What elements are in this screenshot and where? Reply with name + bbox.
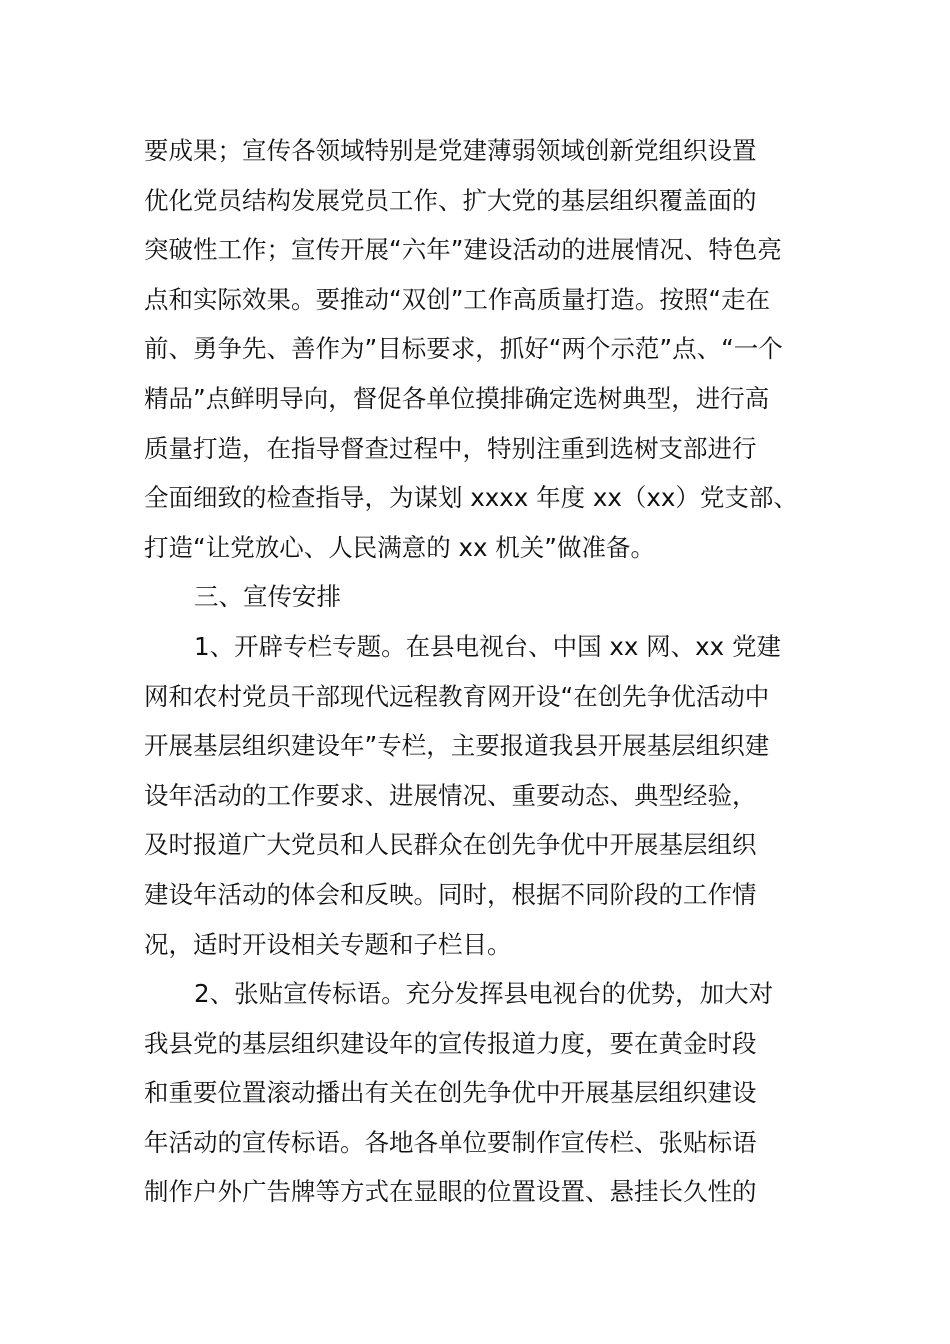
text-line-14: 设年活动的工作要求、进展情况、重要动态、典型经验，: [144, 780, 757, 810]
text-line-13: 开展基层组织建设年”专栏，主要报道我县开展基层组织建: [144, 731, 770, 761]
text-line-3: 突破性工作；宣传开展“六年”建设活动的进展情况、特色亮: [144, 235, 782, 265]
text-line-17: 况，适时开设相关专题和子栏目。: [144, 929, 512, 959]
text-line-2: 优化党员结构发展党员工作、扩大党的基层组织覆盖面的: [144, 185, 757, 215]
text-line-18: 2、张贴宣传标语。充分发挥县电视台的优势，加大对: [194, 979, 774, 1009]
text-line-5: 前、勇争先、善作为”目标要求，抓好“两个示范”点、“一个: [144, 334, 783, 364]
text-line-22: 制作户外广告牌等方式在显眼的位置设置、悬挂长久性的: [144, 1177, 757, 1207]
text-line-21: 年活动的宣传标语。各地各单位要制作宣传栏、张贴标语: [144, 1127, 757, 1157]
text-line-12: 网和农村党员干部现代远程教育网开设“在创先争优活动中: [144, 681, 770, 711]
text-line-7: 质量打造，在指导督查过程中，特别注重到选树支部进行: [144, 433, 757, 463]
text-line-11: 1、开辟专栏专题。在县电视台、中国 xx 网、xx 党建: [194, 631, 781, 661]
text-line-20: 和重要位置滚动播出有关在创先争优中开展基层组织建设: [144, 1078, 757, 1108]
text-line-16: 建设年活动的体会和反映。同时，根据不同阶段的工作情: [144, 879, 757, 909]
text-line-9: 打造“让党放心、人民满意的 xx 机关”做准备。: [144, 532, 655, 562]
text-line-4: 点和实际效果。要推动“双创”工作高质量打造。按照“走在: [144, 284, 771, 314]
text-line-1: 要成果；宣传各领域特别是党建薄弱领域创新党组织设置: [144, 136, 757, 165]
text-line-8: 全面细致的检查指导，为谋划 xxxx 年度 xx（xx）党支部、: [144, 483, 798, 513]
section-heading: 三、宣传安排: [194, 582, 341, 612]
text-line-15: 及时报道广大党员和人民群众在创先争优中开展基层组织: [144, 830, 757, 860]
text-line-6: 精品”点鲜明导向，督促各单位摸排确定选树典型，进行高: [144, 383, 770, 413]
text-line-19: 我县党的基层组织建设年的宣传报道力度，要在黄金时段: [144, 1028, 757, 1058]
body-text: [144, 126, 824, 1217]
